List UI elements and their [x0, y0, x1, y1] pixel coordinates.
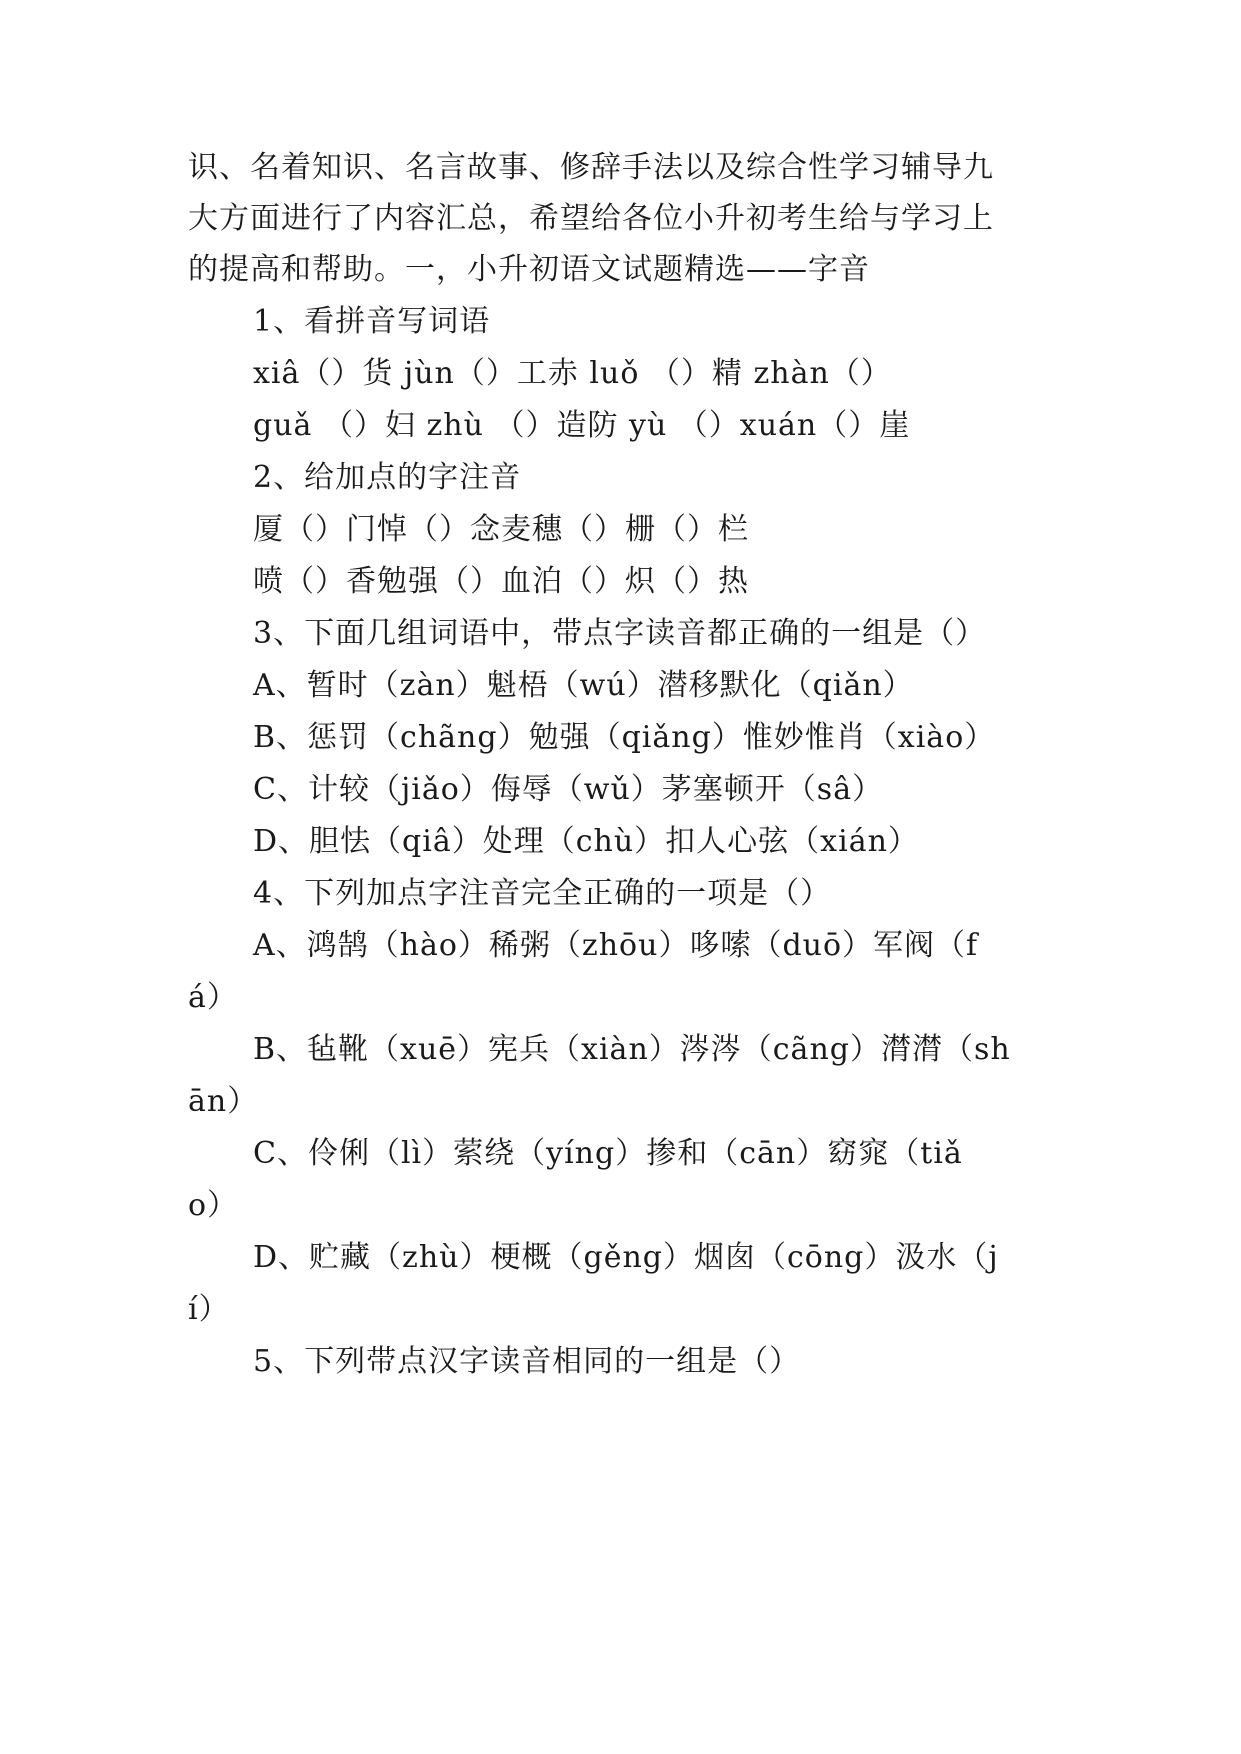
q4-option-a-line-2: á） — [188, 980, 238, 1015]
q2-line-1: 厦（）门悼（）念麦穗（）栅（）栏 — [253, 512, 749, 547]
q1-line-2: guǎ （）妇 zhù （）造防 yù （）xuán（）崖 — [253, 408, 911, 443]
intro-line-2: 大方面进行了内容汇总，希望给各位小升初考生给与学习上 — [188, 201, 994, 236]
q4-option-b-line-2: ān） — [188, 1084, 259, 1119]
q4-heading: 4、下列加点字注音完全正确的一项是（） — [253, 876, 832, 911]
q5-heading: 5、下列带点汉字读音相同的一组是（） — [253, 1344, 801, 1379]
intro-line-1: 识、名着知识、名言故事、修辞手法以及综合性学习辅导九 — [188, 150, 994, 185]
q2-line-2: 喷（）香勉强（）血泊（）炽（）热 — [253, 564, 749, 599]
q1-heading: 1、看拼音写词语 — [253, 304, 491, 339]
q4-option-d-line-1: D、贮藏（zhù）梗概（gěng）烟囱（cōng）汲水（j — [253, 1240, 999, 1275]
q4-option-c-line-1: C、伶俐（lì）萦绕（yíng）掺和（cān）窈窕（tiǎ — [253, 1136, 963, 1171]
intro-line-3: 的提高和帮助。一，小升初语文试题精选——字音 — [188, 252, 870, 287]
q1-line-1: xiâ（）货 jùn（）工赤 luǒ （）精 zhàn（） — [253, 356, 892, 391]
q3-option-d: D、胆怯（qiâ）处理（chù）扣人心弦（xián） — [253, 824, 919, 859]
q4-option-d-line-2: í） — [188, 1292, 230, 1327]
q3-heading: 3、下面几组词语中，带点字读音都正确的一组是（） — [253, 616, 987, 651]
q3-option-c: C、计较（jiǎo）侮辱（wǔ）茅塞顿开（sâ） — [253, 772, 884, 807]
q4-option-c-line-2: o） — [188, 1188, 239, 1223]
q4-option-b-line-1: B、毡靴（xuē）宪兵（xiàn）涔涔（cãng）潸潸（sh — [253, 1032, 1011, 1067]
q2-heading: 2、给加点的字注音 — [253, 460, 522, 495]
q3-option-a: A、暂时（zàn）魁梧（wú）潜移默化（qiǎn） — [253, 668, 914, 703]
q3-option-b: B、惩罚（chãng）勉强（qiǎng）惟妙惟肖（xiào） — [253, 720, 996, 755]
q4-option-a-line-1: A、鸿鹄（hào）稀粥（zhōu）哆嗦（duō）军阀（f — [253, 928, 979, 963]
